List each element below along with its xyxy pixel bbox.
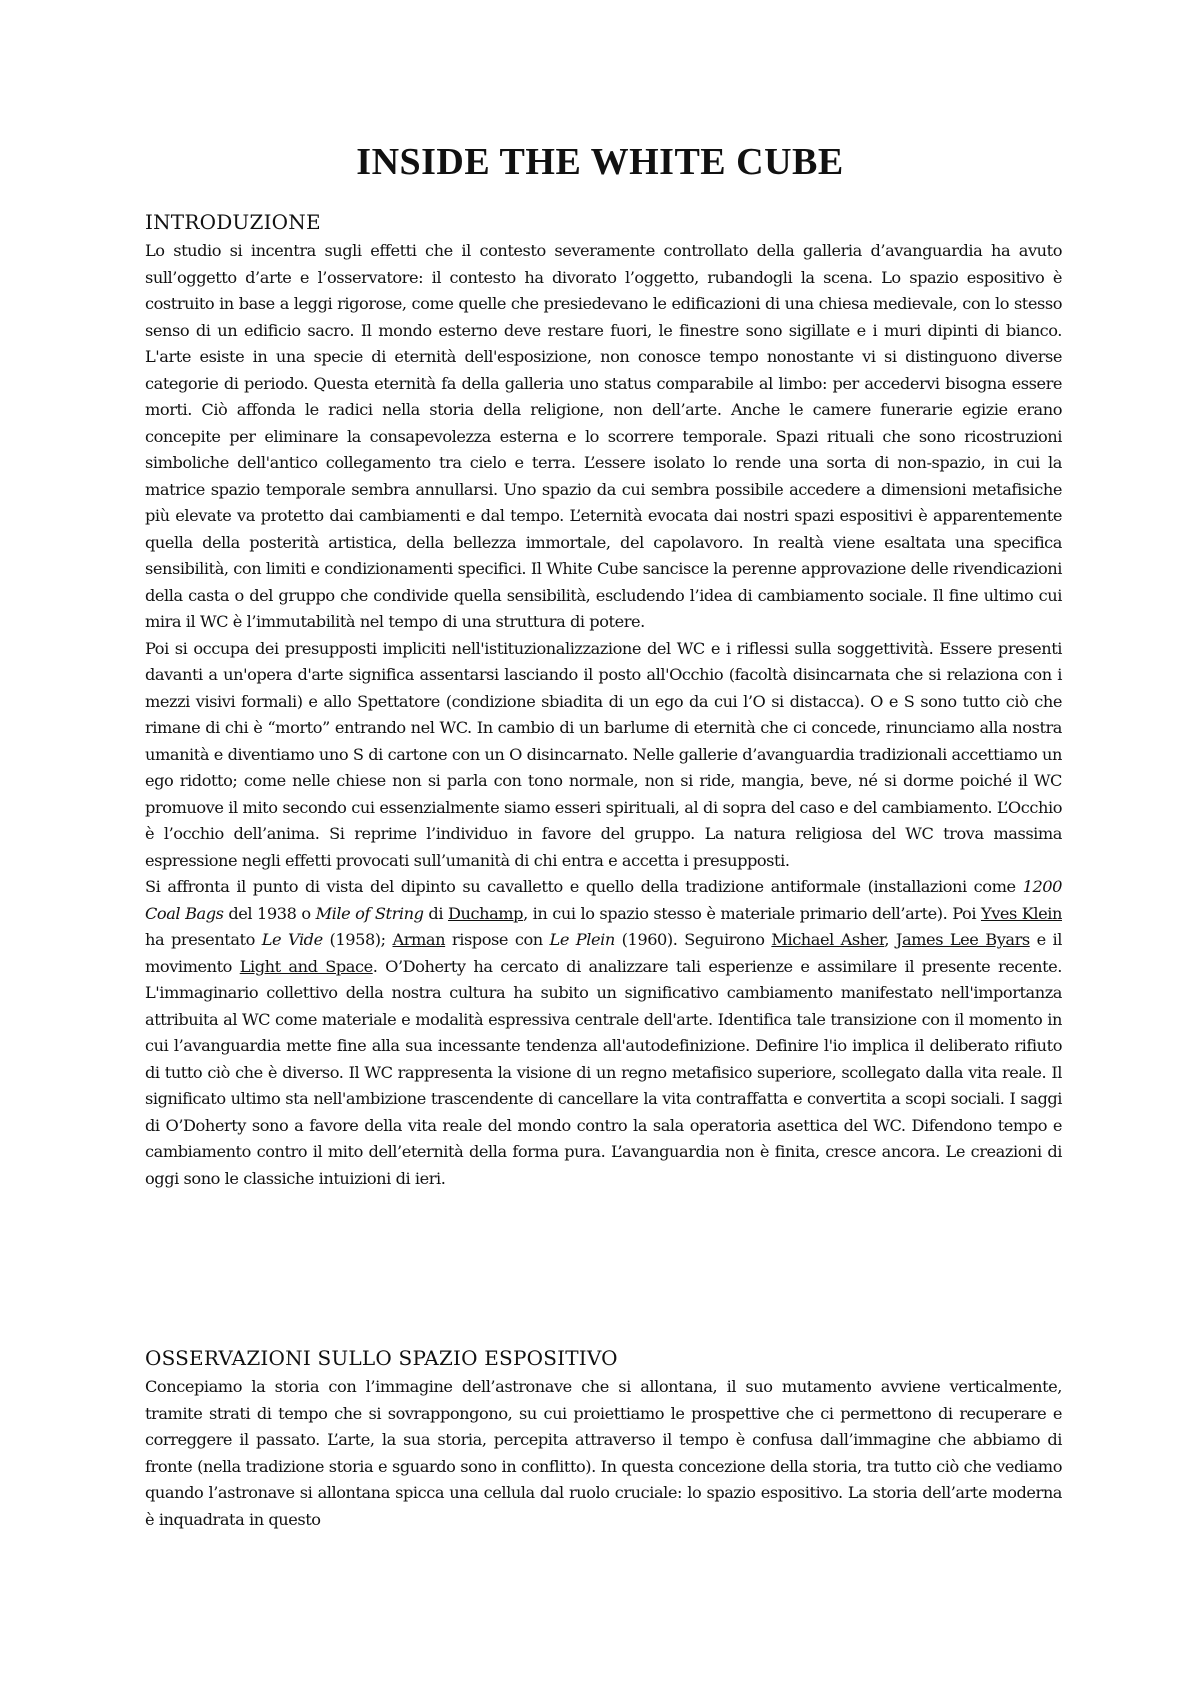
italic-title: 1200 Coal Bags	[145, 877, 1062, 923]
link-yves-klein[interactable]: Yves Klein	[980, 903, 1062, 923]
link-michael-asher[interactable]: Michael Asher	[771, 930, 885, 949]
link-duchamp[interactable]: Duchamp	[447, 903, 524, 923]
section-heading: INTRODUZIONE	[145, 210, 321, 234]
section-introduzione	[145, 210, 1062, 1192]
italic-title: Le Plein	[549, 930, 615, 949]
section-heading: OSSERVAZIONI SULLO SPAZIO ESPOSITIVO	[145, 1346, 618, 1370]
paragraph: Lo studio si incentra sugli effetti che il contesto severamente controllato della galleria d’avanguardia ha avuto sull’oggetto d’arte e l’osservatore: il contesto ha divorato l’oggetto, rubandogli la scena. Lo spazio espositivo è costruito in base a leggi rigorose, come quelle che presiedevano le edificazioni di una chiesa medievale, con lo stesso senso di un edificio sacro. Il mondo esterno deve restare fuori, le finestre sono sigillate e i muri dipinti di bianco. L'arte esiste in una specie di eternità dell'esposizione, non conosce tempo nonostante vi si distinguono diverse categorie di periodo. Questa eternità fa della galleria uno status comparabile al limbo: per accedervi bisogna essere morti. Ciò affonda le radici nella storia della religione, non dell’arte. Anche le camere funerarie egizie erano concepite per eliminare la consapevolezza esterna e lo scorrere temporale. Spazi rituali che sono ricostruzioni simboliche dell'antico collegamento tra cielo e terra. L’essere isolato lo rende una sorta di non-spazio, in cui la matrice spazio temporale sembra annullarsi. Uno spazio da cui sembra possibile accedere a dimensioni metafisiche più elevate va protetto dai cambiamenti e dal tempo. L’eternità evocata dai nostri spazi espositivi è apparentemente quella della posterità artistica, della bellezza immortale, del capolavoro. In realtà viene esaltata una specifica sensibilità, con limiti e condizionamenti specifici. Il White Cube sancisce la perenne approvazione delle rivendicazioni della casta o del gruppo che condivide quella sensibilità, escludendo l’idea di cambiamento sociale. Il fine ultimo cui mira il WC è l’immutabilità nel tempo di una struttura di potere.	[145, 241, 1062, 631]
italic-title: Le Vide	[261, 930, 323, 949]
paragraph: Si affronta il punto di vista del dipinto su cavalletto e quello della tradizione antiformale (installazioni come 1200 Coal Bags del 1938 o Mile of String di Duchamp, in cui lo spazio stesso è materiale primario dell’arte). Poi Yves Klein ha presentato Le Vide (1958); Arman rispose con Le Plein (1960). Seguirono Michael Asher, James Lee Byars e il movimento Light and Space. O’Doherty ha cercato di analizzare tali esperienze e assimilare il presente recente. L'immaginario collettivo della nostra cultura ha subito un significativo cambiamento manifestato nell'importanza attribuita al WC come materiale e modalità espressiva centrale dell'arte. Identifica tale transizione con il momento in cui l’avanguardia mette fine alla sua incessante tendenza all'autodefinizione. Definire l'io implica il deliberato rifiuto di tutto ciò che è diverso. Il WC rappresenta la visione di un regno metafisico superiore, scollegato dalla vita reale. Il significato ultimo sta nell'ambizione trascendente di cancellare la vita contraffatta e convertita a scopi sociali. I saggi di O’Doherty sono a favore della vita reale del mondo contro la sala operatoria asettica del WC. Difendono tempo e cambiamento contro il mito dell’eternità della forma pura. L’avanguardia non è finita, cresce ancora. Le creazioni di oggi sono le classiche intuizioni di ieri.	[145, 877, 1062, 1188]
paragraph: Concepiamo la storia con l’immagine dell’astronave che si allontana, il suo mutamento avviene verticalmente, tramite strati di tempo che si sovrappongono, su cui proiettiamo le prospettive che ci permettono di recuperare e correggere il passato. L’arte, la sua storia, percepita attraverso il tempo è confusa dall’immagine che abbiamo di fronte (nella tradizione storia e sguardo sono in conflitto). In questa concezione della storia, tra tutto ciò che vediamo quando l’astronave si allontana spicca una cellula dal ruolo cruciale: lo spazio espositivo. La storia dell’arte moderna è inquadrata in questo	[145, 1377, 1062, 1529]
link-arman[interactable]: Arman	[392, 930, 446, 949]
link-light-and-space[interactable]: Light and Space	[239, 956, 373, 976]
italic-title: Mile of String	[315, 903, 424, 923]
section-osservazioni	[145, 1346, 1062, 1533]
paragraph: Poi si occupa dei presupposti impliciti nell'istituzionalizzazione del WC e i riflessi sulla soggettività. Essere presenti davanti a un'opera d'arte significa assentarsi lasciando il posto all'Occhio (facoltà disincarnata che si relaziona con i mezzi visivi formali) e allo Spettatore (condizione sbiadita di un ego da cui l’O si distacca). O e S sono tutto ciò che rimane di chi è “morto” entrando nel WC. In cambio di un barlume di eternità che ci concede, rinunciamo alla nostra umanità e diventiamo uno S di cartone con un O disincarnato. Nelle gallerie d’avanguardia tradizionali accettiamo un ego ridotto; come nelle chiese non si parla con tono normale, non si ride, mangia, beve, né si dorme poiché il WC promuove il mito secondo cui essenzialmente siamo esseri spirituali, al di sopra del caso e del cambiamento. L’Occhio è l’occhio dell’anima. Si reprime l’individuo in favore del gruppo. La natura religiosa del WC trova massima espressione negli effetti provocati sull’umanità di chi entra e accetta i presupposti.	[145, 638, 1062, 870]
document-title: INSIDE THE WHITE CUBE	[356, 141, 844, 183]
link-james-lee-byars[interactable]: James Lee Byars	[895, 930, 1030, 949]
